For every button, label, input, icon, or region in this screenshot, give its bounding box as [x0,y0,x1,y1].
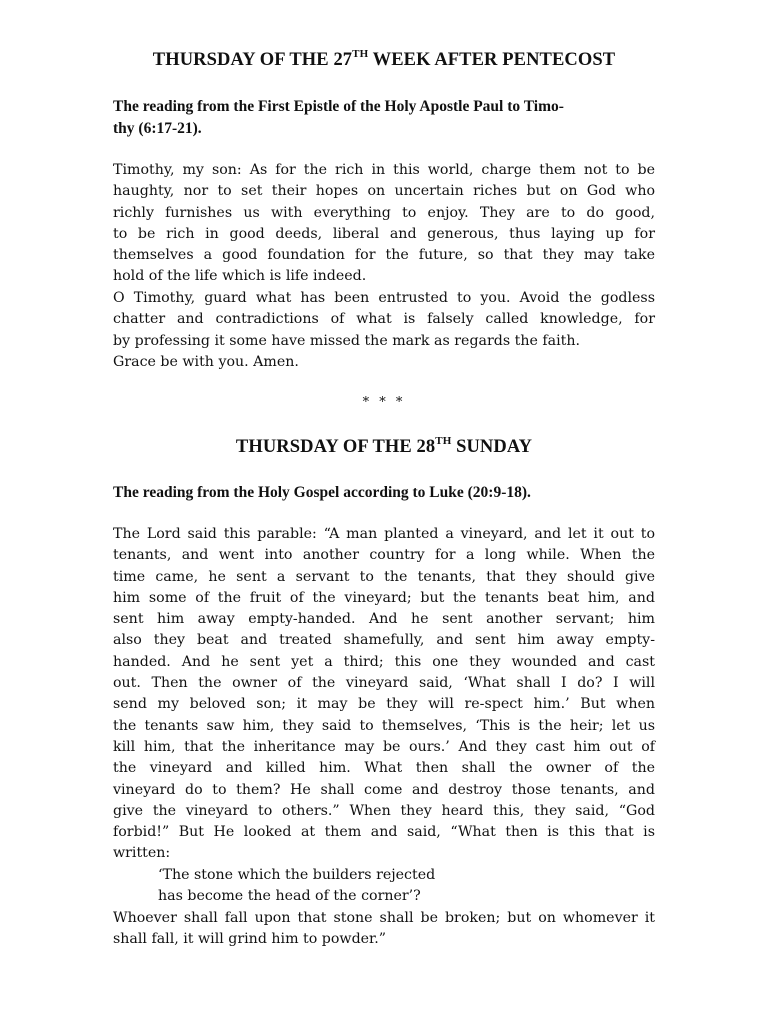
text-line: chatter and contradictions of what is falsely called knowledge, for [113,311,655,328]
epistle-paragraph-2 [113,288,655,352]
text-line: give the vineyard to others.” When they heard this, they said, “God [113,802,655,819]
section-separator: * * * [362,395,406,410]
gospel-closing-paragraph [113,908,655,951]
text-line: him some of the fruit of the vineyard; but the tenants beat him, and [113,589,655,606]
text-line: to be rich in good deeds, liberal and generous, thus laying up for [113,225,655,242]
epistle-paragraph-3 [113,352,655,373]
epistle-paragraph-1 [113,160,655,288]
text-line: kill him, that the inheritance may be ours.’ And they cast him out of [113,738,655,755]
text-line: Timothy, my son: As for the rich in this world, charge them not to be [113,162,655,178]
text-line: vineyard do to them? He shall come and destroy those tenants, and [113,781,655,798]
text-line: handed. And he sent yet a third; this one they wounded and cast [113,653,655,670]
text-line: time came, he sent a servant to the tenants, that they should give [113,568,655,585]
section-1-intro-line: thy (6:17-21). [113,119,202,137]
text-line: themselves a good foundation for the future, so that they may take [113,247,655,264]
text-line: hold of the life which is life indeed. [113,268,367,285]
text-line: send my beloved son; it may be they will re-spect him.’ But when [113,696,655,713]
text-line: Whoever shall fall upon that stone shall be broken; but on whomever it [113,910,655,926]
text-line: Grace be with you. Amen. [113,354,299,370]
text-line: by professing it some have missed the mark as regards the faith. [113,332,580,349]
text-line: the tenants saw him, they said to themselves, ‘This is the heir; let us [113,717,655,734]
section-2-title-suffix: SUNDAY [451,437,533,458]
text-line: O Timothy, guard what has been entrusted to you. Avoid the godless [113,290,655,306]
section-1-title [0,49,768,71]
text-line: sent him away empty-handed. And he sent another servant; him [113,611,655,628]
text-line: the vineyard and killed him. What then shall the owner of the [113,760,655,777]
section-2-title-text: THURSDAY OF THE 28 [235,437,436,458]
section-1-intro-line: The reading from the First Epistle of the Holy Apostle Paul to Timo- [113,98,564,115]
text-line: out. Then the owner of the vineyard said, ‘What shall I do? I will [113,675,655,692]
text-line: shall fall, it will grind him to powder.” [113,931,387,948]
scripture-quote [158,865,435,908]
section-1-title-text: THURSDAY OF THE 27 [152,50,353,71]
section-1-title-suffix: WEEK AFTER PENTECOST [368,50,616,71]
text-line: richly furnishes us with everything to enjoy. They are to do good, [113,204,655,221]
section-2-intro: The reading from the Holy Gospel according to Luke (20:9-18). [113,484,531,501]
quote-line: ‘The stone which the builders rejected [158,867,436,883]
text-line: also they beat and treated shamefully, and sent him away empty- [113,632,655,649]
section-1-intro [113,96,658,139]
text-line: written: [113,845,171,862]
gospel-paragraph [113,524,655,865]
text-line: haughty, nor to set their hopes on uncertain riches but on God who [113,183,655,200]
section-2-title-superscript: TH [435,435,452,447]
section-1-title-superscript: TH [352,48,369,60]
section-2-title [0,436,768,458]
text-line: The Lord said this parable: “A man planted a vineyard, and let it out to [113,526,655,542]
text-line: tenants, and went into another country for a long while. When the [113,547,655,564]
text-line: forbid!” But He looked at them and said, “What then is this that is [113,824,655,841]
quote-line: has become the head of the corner’? [158,888,421,905]
